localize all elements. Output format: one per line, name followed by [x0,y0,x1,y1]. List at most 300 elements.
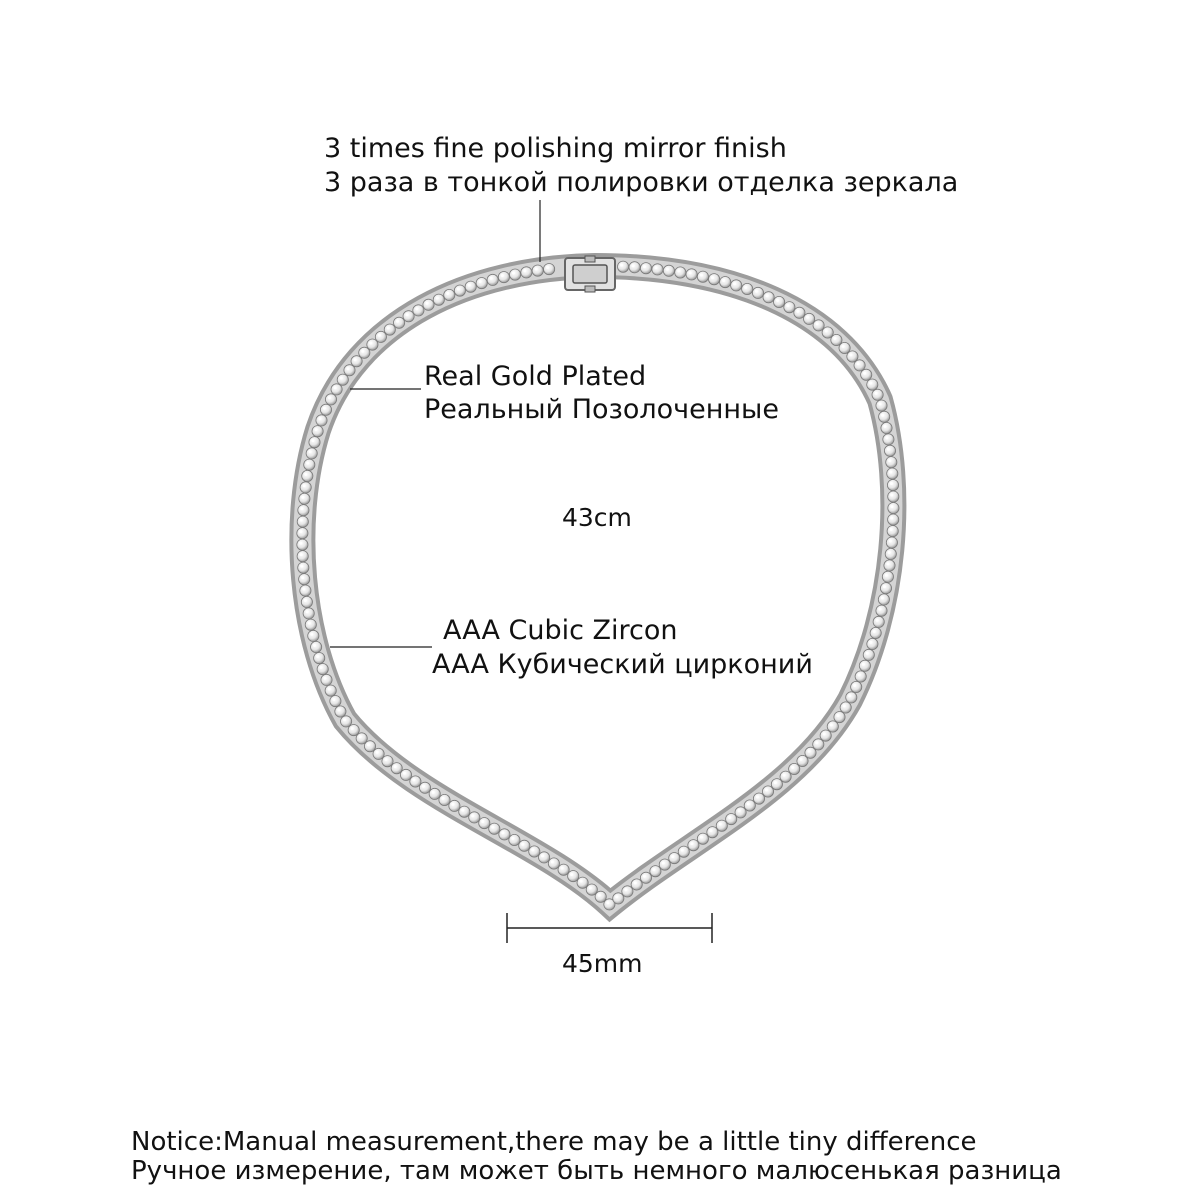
zircon-stone [880,583,891,594]
stone-highlight [406,313,409,316]
stone-highlight [624,888,627,891]
zircon-stone [804,313,815,324]
stone-highlight [334,386,337,389]
zircon-stone [312,426,323,437]
stone-highlight [719,823,722,826]
stone-highlight [301,576,304,579]
stone-highlight [501,274,504,277]
stone-highlight [886,562,889,565]
zircon-stone [742,283,753,294]
stone-highlight [304,599,307,602]
zircon-stone [888,503,899,514]
stone-highlight [887,448,890,451]
stone-highlight [354,358,357,361]
stone-highlight [747,802,750,805]
zircon-stone [873,616,884,627]
zircon-stone [652,264,663,275]
stone-highlight [888,459,891,462]
stone-highlight [881,596,884,599]
zircon-stone [316,415,327,426]
zircon-stone [305,619,316,630]
stone-highlight [471,814,474,817]
stone-highlight [346,367,349,370]
stone-highlight [432,791,435,794]
stone-highlight [806,316,809,319]
zircon-stone [794,307,805,318]
zircon-stone [335,706,346,717]
zircon-stone [308,630,319,641]
zircon-stone [301,596,312,607]
zircon-stone [878,594,889,605]
plating-label-ru: Реальный Позолоченные [424,394,779,425]
stone-highlight [313,644,316,647]
stone-highlight [765,788,768,791]
zircon-stone [331,384,342,395]
stone-highlight [541,854,544,857]
zircon-stone [298,562,309,573]
stone-highlight [589,887,592,890]
zircon-stone [454,285,465,296]
zircon-stone [716,820,727,831]
zircon-stone [774,296,785,307]
stone-highlight [689,271,692,274]
zircon-stone [888,491,899,502]
zircon-stone [439,794,450,805]
stone-highlight [367,743,370,746]
zircon-stone [613,893,624,904]
stone-highlight [561,867,564,870]
stone-highlight [878,403,881,406]
zircon-stone [876,605,887,616]
zircon-stone [855,671,866,682]
stone-highlight [332,698,335,701]
zircon-stone [519,840,530,851]
stone-highlight [369,342,372,345]
zircon-stone [539,852,550,863]
zircon-stone [709,274,720,285]
stone-highlight [580,880,583,883]
zircon-stone [859,660,870,671]
stone-highlight [551,860,554,863]
stone-highlight [323,677,326,680]
zircon-stone [299,493,310,504]
stone-highlight [303,484,306,487]
zircon-stone [762,786,773,797]
zircon-stone [465,281,476,292]
stone-highlight [306,610,309,613]
zircon-stone [403,311,414,322]
zircon-stone [851,681,862,692]
stone-highlight [700,274,703,277]
stone-highlight [422,785,425,788]
stone-highlight [862,663,865,666]
zircon-stone [813,320,824,331]
stone-highlight [744,286,747,289]
stone-highlight [853,684,856,687]
stone-highlight [843,704,846,707]
stone-highlight [833,337,836,340]
zircon-stone [298,505,309,516]
stone-highlight [320,666,323,669]
stone-highlight [396,320,399,323]
stone-highlight [300,519,303,522]
stone-highlight [615,895,618,898]
stone-highlight [501,831,504,834]
stone-highlight [848,694,851,697]
stone-highlight [849,353,852,356]
zircon-stone [884,445,895,456]
zircon-stone [884,560,895,571]
stone-highlight [799,758,802,761]
zircon-stone [300,585,311,596]
zircon-stone [840,702,851,713]
zircon-stone [529,846,540,857]
stone-highlight [774,781,777,784]
zircon-stone [887,468,898,479]
zircon-stone [867,379,878,390]
stone-highlight [415,307,418,310]
zircon-stone [867,638,878,649]
finish-label-ru: 3 раза в тонкой полировки отделка зеркала [324,167,959,198]
stone-highlight [890,517,893,520]
zircon-stone [297,551,308,562]
stone-highlight [842,345,845,348]
finish-label-en: 3 times fine polishing mirror finish [324,133,787,164]
zircon-stone [735,807,746,818]
zircon-stone [568,871,579,882]
stone-highlight [700,836,703,839]
zircon-stone [341,716,352,727]
zircon-stone [449,800,460,811]
zircon-stone [846,692,857,703]
stone-highlight [343,718,346,721]
stone-highlight [888,551,891,554]
stone-highlight [643,875,646,878]
stone-highlight [451,803,454,806]
zircon-stone [384,324,395,335]
zircon-stone [697,271,708,282]
stone-highlight [425,302,428,305]
stone-highlight [511,837,514,840]
zircon-stone [577,877,588,888]
zircon-stone [726,814,737,825]
stone-highlight [299,542,302,545]
zircon-stone [622,886,633,897]
zircon-stone [469,812,480,823]
zircon-stone [444,289,455,300]
zircon-stone [509,834,520,845]
zircon-stone [780,771,791,782]
zircon-stone [459,806,470,817]
stone-highlight [337,708,340,711]
zircon-stone [631,879,642,890]
stone-highlight [446,292,449,295]
zircon-stone [886,537,897,548]
zircon-stones [297,261,899,910]
zircon-stone [882,571,893,582]
zircon-stone [669,853,680,864]
stone-highlight [815,741,818,744]
zircon-stone [834,712,845,723]
zircon-stone [476,278,487,289]
stone-highlight [523,269,526,272]
zircon-stone [885,548,896,559]
zircon-stone [419,782,430,793]
stone-highlight [521,843,524,846]
stone-highlight [531,848,534,851]
zircon-stone [521,267,532,278]
stone-highlight [315,428,318,431]
zircon-stone [304,459,315,470]
zircon-stone [678,846,689,857]
stone-highlight [858,673,861,676]
stone-highlight [885,574,888,577]
zircon-stone [744,800,755,811]
zircon-stone [532,265,543,276]
zircon-stone [373,748,384,759]
zircon-stone [302,470,313,481]
zircon-stone [498,272,509,283]
stone-highlight [671,855,674,858]
stone-highlight [690,842,693,845]
stone-highlight [436,297,439,300]
plating-label-en: Real Gold Plated [424,361,647,392]
zircon-stone [820,730,831,741]
zircon-stone [688,840,699,851]
stone-highlight [733,282,736,285]
zircon-stone [629,262,640,273]
stone-highlight [876,619,879,622]
zircon-stone [888,514,899,525]
zircon-stone [300,482,311,493]
zircon-stone [686,269,697,280]
zircon-stone [752,287,763,298]
stone-highlight [869,641,872,644]
zircon-stone [863,649,874,660]
stone-highlight [301,496,304,499]
zircon-stone [663,265,674,276]
stone-highlight [359,735,362,738]
stone-highlight [643,265,646,268]
stone-highlight [756,796,759,799]
stone-highlight [738,809,741,812]
stone-highlight [461,809,464,812]
zircon-stone [509,269,520,280]
stone-highlight [807,750,810,753]
stone-highlight [403,772,406,775]
stone-highlight [863,372,866,375]
stone-highlight [302,588,305,591]
zircon-stone [325,394,336,405]
zircon-stone [400,769,411,780]
zircon-stone [887,526,898,537]
notice-en: Notice:Manual measurement,there may be a little tiny difference [131,1127,977,1157]
stone-highlight [328,396,331,399]
zircon-stone [297,528,308,539]
stone-highlight [491,826,494,829]
width-label: 45mm [562,949,643,978]
stone-highlight [783,774,786,777]
zircon-stone [303,608,314,619]
stone-highlight [878,608,881,611]
zircon-stone [320,404,331,415]
stone-highlight [755,290,758,293]
stone-highlight [441,797,444,800]
stone-highlight [606,901,609,904]
stone-highlight [300,553,303,556]
zircon-stone [337,374,348,385]
zircon-stone [720,277,731,288]
stone-highlight [340,377,343,380]
stone-highlight [791,766,794,769]
zircon-stone [659,859,670,870]
zircon-stone [847,351,858,362]
stone-highlight [816,322,819,325]
stone-highlight [662,862,665,865]
zircon-stone [410,776,421,787]
stone-highlight [766,294,769,297]
stone-highlight [300,565,303,568]
stone-highlight [394,765,397,768]
stone-highlight [857,362,860,365]
stone-highlight [883,585,886,588]
zircon-stone [822,327,833,338]
zircon-stone [311,641,322,652]
box-clasp [565,256,615,292]
stone-highlight [316,655,319,658]
stone-highlight [875,392,878,395]
zircon-stone [881,422,892,433]
stone-highlight [304,473,307,476]
zircon-stone [861,369,872,380]
zircon-stone [618,261,629,272]
stone-highlight [306,462,309,465]
stone-highlight [570,873,573,876]
zircon-stone [423,299,434,310]
stone-highlight [890,505,893,508]
stone-highlight [328,688,331,691]
stone-highlight [311,439,314,442]
stone-highlight [387,327,390,330]
zircon-stone [870,627,881,638]
zircon-stone [382,756,393,767]
stone-highlight [481,820,484,823]
zircon-stone [309,437,320,448]
stone-highlight [836,714,839,717]
stone-highlight [709,829,712,832]
stone-highlight [830,723,833,726]
stone-highlight [632,264,635,267]
zircon-stone [640,263,651,274]
zircon-stone [872,389,883,400]
stone-highlight [468,284,471,287]
stone-highlight [546,266,549,269]
stone-highlight [711,276,714,279]
stone-highlight [323,407,326,410]
zircon-stone [299,574,310,585]
stone-label-ru: AAA Кубический цирконий [432,649,813,680]
zircon-stone [650,866,661,877]
zircon-stone [707,827,718,838]
notice-ru: Ручное измерение, там может быть немного малюсенькая разница [131,1156,1062,1186]
stone-highlight [889,540,892,543]
stone-highlight [890,482,893,485]
stone-highlight [300,507,303,510]
stone-highlight [866,652,869,655]
zircon-stone [306,448,317,459]
stone-highlight [308,622,311,625]
zircon-stone [544,264,555,275]
zircon-stone [479,818,490,829]
zircon-stone [548,858,559,869]
stone-highlight [652,868,655,871]
zircon-stone [883,434,894,445]
stone-highlight [786,304,789,307]
zircon-stone [876,400,887,411]
zircon-stone [489,823,500,834]
zircon-stone [887,480,898,491]
stone-highlight [889,471,892,474]
zircon-stone [595,891,606,902]
zircon-stone [697,833,708,844]
stone-highlight [728,816,731,819]
zircon-stone [325,685,336,696]
zircon-stone [297,539,308,550]
zircon-stone [640,872,651,883]
zircon-stone [297,516,308,527]
stone-highlight [512,272,515,275]
stone-highlight [666,268,669,271]
zircon-stone [433,294,444,305]
stone-highlight [890,528,893,531]
zircon-stone [731,280,742,291]
zircon-stone [330,696,341,707]
stone-label-en: AAA Cubic Zircon [443,615,678,646]
stone-highlight [890,494,893,497]
stone-highlight [457,288,460,291]
stone-highlight [869,382,872,385]
stone-highlight [351,727,354,730]
zircon-stone [413,305,424,316]
zircon-stone [827,721,838,732]
zircon-stone [763,292,774,303]
stone-highlight [490,277,493,280]
zircon-stone [317,664,328,675]
stone-highlight [361,350,364,353]
zircon-stone [394,317,405,328]
zircon-stone [487,274,498,285]
zircon-stone [344,365,355,376]
zircon-stone [321,674,332,685]
stone-highlight [825,329,828,332]
stone-highlight [299,530,302,533]
stone-highlight [620,264,623,267]
stone-highlight [412,778,415,781]
zircon-stone [879,411,890,422]
stone-highlight [885,436,888,439]
stone-highlight [598,894,601,897]
zircon-stone [784,302,795,313]
stone-highlight [376,751,379,754]
zircon-stone [314,653,325,664]
stone-highlight [883,425,886,428]
zircon-stone [429,788,440,799]
stone-highlight [681,849,684,852]
stone-highlight [309,450,312,453]
stone-highlight [654,266,657,269]
stone-highlight [378,334,381,337]
length-label: 43cm [562,503,632,532]
